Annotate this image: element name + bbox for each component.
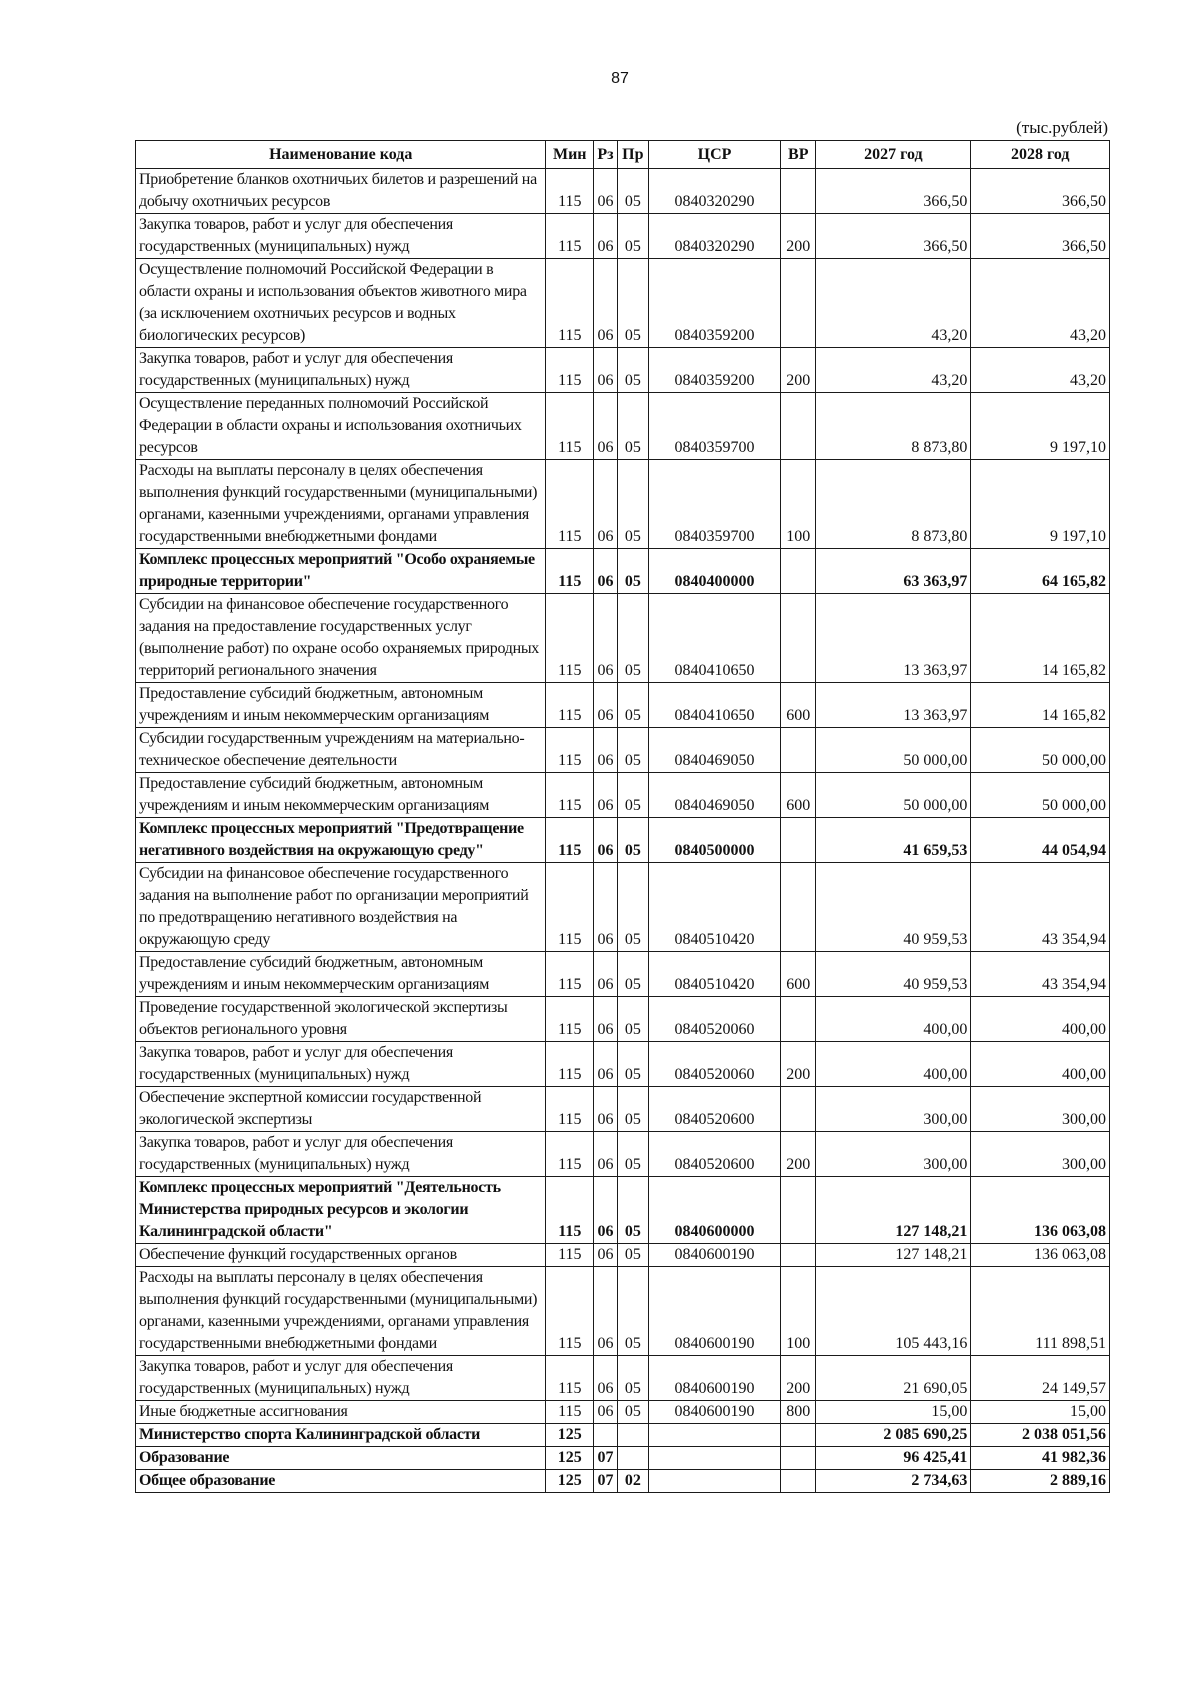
cell-pr: 05 (617, 549, 648, 594)
cell-csr (648, 1447, 780, 1470)
cell-name: Субсидии на финансовое обеспечение государственного задания на предоставление государственных услуг (выполнение работ) по охране особо охраняемых природных территорий регионального значения (136, 594, 546, 683)
cell-vr (781, 259, 816, 348)
cell-pr: 05 (617, 460, 648, 549)
cell-name: Обеспечение экспертной комиссии государственной экологической экспертизы (136, 1087, 546, 1132)
cell-2028: 43,20 (971, 348, 1110, 393)
cell-pr: 05 (617, 1177, 648, 1244)
cell-2028: 43 354,94 (971, 952, 1110, 997)
cell-vr (781, 393, 816, 460)
cell-rz: 06 (594, 259, 618, 348)
cell-pr (617, 1424, 648, 1447)
cell-rz: 06 (594, 1244, 618, 1267)
cell-pr: 05 (617, 1401, 648, 1424)
cell-rz: 06 (594, 460, 618, 549)
cell-pr: 05 (617, 863, 648, 952)
cell-pr: 05 (617, 1042, 648, 1087)
table-row (136, 1132, 1110, 1177)
cell-vr (781, 818, 816, 863)
cell-vr (781, 1087, 816, 1132)
cell-vr (781, 1244, 816, 1267)
cell-2028: 43,20 (971, 259, 1110, 348)
header-vr: ВР (781, 141, 816, 169)
table-row (136, 348, 1110, 393)
cell-csr: 0840510420 (648, 863, 780, 952)
cell-pr (617, 1447, 648, 1470)
cell-name: Предоставление субсидий бюджетным, автономным учреждениям и иным некоммерческим организациям (136, 683, 546, 728)
table-row (136, 952, 1110, 997)
cell-2027: 41 659,53 (816, 818, 971, 863)
cell-2027: 2 085 690,25 (816, 1424, 971, 1447)
cell-vr: 600 (781, 683, 816, 728)
cell-rz: 06 (594, 997, 618, 1042)
cell-2028: 64 165,82 (971, 549, 1110, 594)
cell-pr: 05 (617, 1356, 648, 1401)
cell-rz: 06 (594, 1267, 618, 1356)
cell-name: Осуществление полномочий Российской Федерации в области охраны и использования объектов животного мира (за исключением охотничьих ресурсов и водных биологических ресурсов) (136, 259, 546, 348)
cell-2028: 136 063,08 (971, 1244, 1110, 1267)
cell-vr: 200 (781, 214, 816, 259)
cell-rz: 06 (594, 728, 618, 773)
cell-rz: 06 (594, 1177, 618, 1244)
cell-2028: 2 889,16 (971, 1470, 1110, 1493)
cell-pr: 05 (617, 1132, 648, 1177)
page-number: 87 (611, 70, 629, 87)
cell-2027: 400,00 (816, 1042, 971, 1087)
cell-vr (781, 997, 816, 1042)
cell-2027: 8 873,80 (816, 393, 971, 460)
cell-2028: 136 063,08 (971, 1177, 1110, 1244)
cell-csr: 0840520060 (648, 997, 780, 1042)
cell-2028: 300,00 (971, 1132, 1110, 1177)
cell-rz: 06 (594, 1401, 618, 1424)
cell-2028: 43 354,94 (971, 863, 1110, 952)
cell-name: Общее образование (136, 1470, 546, 1493)
cell-name: Комплекс процессных мероприятий "Предотвращение негативного воздействия на окружающую среду" (136, 818, 546, 863)
cell-min: 115 (546, 1042, 594, 1087)
cell-min: 115 (546, 214, 594, 259)
cell-csr: 0840600000 (648, 1177, 780, 1244)
cell-vr: 200 (781, 1042, 816, 1087)
header-name: Наименование кода (136, 141, 546, 169)
header-rz: Рз (594, 141, 618, 169)
cell-min: 115 (546, 393, 594, 460)
cell-pr: 02 (617, 1470, 648, 1493)
cell-csr: 0840520060 (648, 1042, 780, 1087)
header-2028: 2028 год (971, 141, 1110, 169)
cell-vr: 600 (781, 773, 816, 818)
cell-pr: 05 (617, 728, 648, 773)
cell-csr (648, 1470, 780, 1493)
table-row (136, 393, 1110, 460)
table-row (136, 997, 1110, 1042)
cell-pr: 05 (617, 1267, 648, 1356)
cell-min: 115 (546, 863, 594, 952)
cell-min: 115 (546, 549, 594, 594)
cell-name: Предоставление субсидий бюджетным, автономным учреждениям и иным некоммерческим организациям (136, 773, 546, 818)
cell-rz: 06 (594, 393, 618, 460)
cell-min: 115 (546, 1267, 594, 1356)
header-csr: ЦСР (648, 141, 780, 169)
cell-pr: 05 (617, 214, 648, 259)
cell-name: Субсидии государственным учреждениям на материально-техническое обеспечение деятельности (136, 728, 546, 773)
cell-min: 115 (546, 169, 594, 214)
cell-vr (781, 549, 816, 594)
cell-rz: 06 (594, 952, 618, 997)
cell-vr: 800 (781, 1401, 816, 1424)
cell-csr: 0840510420 (648, 952, 780, 997)
cell-rz: 06 (594, 594, 618, 683)
cell-rz: 06 (594, 549, 618, 594)
table-row (136, 1424, 1110, 1447)
cell-2027: 40 959,53 (816, 952, 971, 997)
table-header-row (136, 141, 1110, 169)
cell-vr (781, 594, 816, 683)
header-2027: 2027 год (816, 141, 971, 169)
cell-min: 115 (546, 594, 594, 683)
cell-2027: 300,00 (816, 1132, 971, 1177)
cell-csr: 0840600190 (648, 1267, 780, 1356)
cell-name: Иные бюджетные ассигнования (136, 1401, 546, 1424)
cell-min: 115 (546, 728, 594, 773)
cell-csr: 0840320290 (648, 169, 780, 214)
cell-min: 115 (546, 818, 594, 863)
table-row (136, 1244, 1110, 1267)
cell-name: Расходы на выплаты персоналу в целях обеспечения выполнения функций государственными (муниципальными) органами, казенными учреждениями, органами управления государственными внебюджетными фондами (136, 1267, 546, 1356)
cell-2027: 43,20 (816, 259, 971, 348)
cell-2027: 8 873,80 (816, 460, 971, 549)
cell-2028: 2 038 051,56 (971, 1424, 1110, 1447)
cell-2027: 2 734,63 (816, 1470, 971, 1493)
cell-2028: 111 898,51 (971, 1267, 1110, 1356)
cell-csr: 0840500000 (648, 818, 780, 863)
cell-vr (781, 1470, 816, 1493)
cell-csr: 0840400000 (648, 549, 780, 594)
cell-2028: 366,50 (971, 214, 1110, 259)
cell-pr: 05 (617, 393, 648, 460)
cell-pr: 05 (617, 348, 648, 393)
cell-name: Приобретение бланков охотничьих билетов и разрешений на добычу охотничьих ресурсов (136, 169, 546, 214)
cell-2027: 43,20 (816, 348, 971, 393)
cell-csr: 0840600190 (648, 1244, 780, 1267)
cell-vr: 600 (781, 952, 816, 997)
cell-2027: 105 443,16 (816, 1267, 971, 1356)
cell-pr: 05 (617, 1087, 648, 1132)
cell-min: 125 (546, 1424, 594, 1447)
cell-2028: 366,50 (971, 169, 1110, 214)
cell-name: Предоставление субсидий бюджетным, автономным учреждениям и иным некоммерческим организациям (136, 952, 546, 997)
cell-pr: 05 (617, 952, 648, 997)
cell-pr: 05 (617, 594, 648, 683)
cell-csr: 0840359200 (648, 259, 780, 348)
cell-rz (594, 1424, 618, 1447)
cell-vr: 100 (781, 460, 816, 549)
cell-rz: 06 (594, 818, 618, 863)
cell-2027: 63 363,97 (816, 549, 971, 594)
cell-2028: 400,00 (971, 1042, 1110, 1087)
header-min: Мин (546, 141, 594, 169)
cell-min: 115 (546, 1177, 594, 1244)
cell-2027: 21 690,05 (816, 1356, 971, 1401)
cell-vr: 200 (781, 348, 816, 393)
cell-vr: 100 (781, 1267, 816, 1356)
table-row (136, 1401, 1110, 1424)
cell-name: Комплекс процессных мероприятий "Особо охраняемые природные территории" (136, 549, 546, 594)
table-row (136, 259, 1110, 348)
cell-rz: 06 (594, 169, 618, 214)
cell-2027: 50 000,00 (816, 773, 971, 818)
cell-csr: 0840359700 (648, 393, 780, 460)
table-row (136, 169, 1110, 214)
cell-min: 115 (546, 348, 594, 393)
cell-csr: 0840600190 (648, 1356, 780, 1401)
cell-min: 115 (546, 952, 594, 997)
cell-vr: 200 (781, 1132, 816, 1177)
cell-name: Комплекс процессных мероприятий "Деятельность Министерства природных ресурсов и экологии Калининградской области" (136, 1177, 546, 1244)
cell-2028: 400,00 (971, 997, 1110, 1042)
cell-name: Субсидии на финансовое обеспечение государственного задания на выполнение работ по организации мероприятий по предотвращению негативного воздействия на окружающую среду (136, 863, 546, 952)
cell-pr: 05 (617, 1244, 648, 1267)
table-row (136, 818, 1110, 863)
table-row (136, 1177, 1110, 1244)
cell-vr (781, 169, 816, 214)
cell-rz: 06 (594, 214, 618, 259)
cell-csr: 0840520600 (648, 1087, 780, 1132)
cell-csr: 0840410650 (648, 594, 780, 683)
cell-2028: 300,00 (971, 1087, 1110, 1132)
cell-name: Осуществление переданных полномочий Российской Федерации в области охраны и использования охотничьих ресурсов (136, 393, 546, 460)
cell-2027: 400,00 (816, 997, 971, 1042)
cell-name: Проведение государственной экологической экспертизы объектов регионального уровня (136, 997, 546, 1042)
cell-pr: 05 (617, 997, 648, 1042)
table-row (136, 773, 1110, 818)
table-row (136, 1470, 1110, 1493)
cell-rz: 06 (594, 863, 618, 952)
cell-2027: 15,00 (816, 1401, 971, 1424)
cell-name: Министерство спорта Калининградской области (136, 1424, 546, 1447)
cell-2028: 9 197,10 (971, 460, 1110, 549)
cell-min: 115 (546, 259, 594, 348)
cell-csr: 0840410650 (648, 683, 780, 728)
cell-min: 115 (546, 1087, 594, 1132)
cell-2027: 40 959,53 (816, 863, 971, 952)
cell-rz: 06 (594, 683, 618, 728)
cell-vr: 200 (781, 1356, 816, 1401)
cell-2028: 9 197,10 (971, 393, 1110, 460)
cell-min: 115 (546, 1401, 594, 1424)
cell-name: Закупка товаров, работ и услуг для обеспечения государственных (муниципальных) нужд (136, 214, 546, 259)
cell-pr: 05 (617, 818, 648, 863)
table-row (136, 863, 1110, 952)
cell-name: Закупка товаров, работ и услуг для обеспечения государственных (муниципальных) нужд (136, 1356, 546, 1401)
cell-name: Закупка товаров, работ и услуг для обеспечения государственных (муниципальных) нужд (136, 1042, 546, 1087)
cell-2028: 14 165,82 (971, 683, 1110, 728)
cell-2027: 366,50 (816, 214, 971, 259)
cell-csr: 0840469050 (648, 728, 780, 773)
cell-pr: 05 (617, 169, 648, 214)
cell-2028: 50 000,00 (971, 728, 1110, 773)
cell-2027: 50 000,00 (816, 728, 971, 773)
cell-pr: 05 (617, 683, 648, 728)
cell-pr: 05 (617, 259, 648, 348)
table-row (136, 214, 1110, 259)
cell-rz: 06 (594, 1042, 618, 1087)
cell-2028: 41 982,36 (971, 1447, 1110, 1470)
cell-2027: 13 363,97 (816, 683, 971, 728)
table-row (136, 460, 1110, 549)
cell-rz: 06 (594, 773, 618, 818)
cell-2027: 127 148,21 (816, 1244, 971, 1267)
table-row (136, 728, 1110, 773)
cell-csr: 0840359700 (648, 460, 780, 549)
cell-2027: 96 425,41 (816, 1447, 971, 1470)
cell-vr (781, 1177, 816, 1244)
header-pr: Пр (617, 141, 648, 169)
cell-2027: 127 148,21 (816, 1177, 971, 1244)
units-label: (тыс.рублей) (1016, 118, 1108, 137)
cell-2027: 366,50 (816, 169, 971, 214)
cell-rz: 07 (594, 1447, 618, 1470)
table-row (136, 1042, 1110, 1087)
table-row (136, 683, 1110, 728)
cell-vr (781, 863, 816, 952)
table-row (136, 1267, 1110, 1356)
cell-rz: 07 (594, 1470, 618, 1493)
cell-2028: 15,00 (971, 1401, 1110, 1424)
cell-rz: 06 (594, 1087, 618, 1132)
cell-csr (648, 1424, 780, 1447)
cell-min: 115 (546, 1244, 594, 1267)
cell-min: 125 (546, 1470, 594, 1493)
cell-min: 115 (546, 1132, 594, 1177)
cell-rz: 06 (594, 1356, 618, 1401)
cell-rz: 06 (594, 1132, 618, 1177)
cell-name: Образование (136, 1447, 546, 1470)
table-row (136, 594, 1110, 683)
cell-min: 115 (546, 997, 594, 1042)
cell-name: Закупка товаров, работ и услуг для обеспечения государственных (муниципальных) нужд (136, 348, 546, 393)
cell-2028: 44 054,94 (971, 818, 1110, 863)
cell-rz: 06 (594, 348, 618, 393)
cell-name: Расходы на выплаты персоналу в целях обеспечения выполнения функций государственными (муниципальными) органами, казенными учреждениями, органами управления государственными внебюджетными фондами (136, 460, 546, 549)
table-row (136, 1447, 1110, 1470)
cell-2027: 300,00 (816, 1087, 971, 1132)
cell-csr: 0840320290 (648, 214, 780, 259)
cell-csr: 0840520600 (648, 1132, 780, 1177)
cell-min: 115 (546, 773, 594, 818)
cell-pr: 05 (617, 773, 648, 818)
cell-csr: 0840359200 (648, 348, 780, 393)
cell-2028: 24 149,57 (971, 1356, 1110, 1401)
cell-min: 115 (546, 683, 594, 728)
table-row (136, 1087, 1110, 1132)
cell-name: Закупка товаров, работ и услуг для обеспечения государственных (муниципальных) нужд (136, 1132, 546, 1177)
cell-2028: 14 165,82 (971, 594, 1110, 683)
table-row (136, 1356, 1110, 1401)
cell-2028: 50 000,00 (971, 773, 1110, 818)
budget-table (135, 140, 1110, 1493)
cell-vr (781, 1447, 816, 1470)
cell-csr: 0840469050 (648, 773, 780, 818)
cell-min: 115 (546, 460, 594, 549)
cell-min: 115 (546, 1356, 594, 1401)
cell-csr: 0840600190 (648, 1401, 780, 1424)
cell-vr (781, 728, 816, 773)
cell-vr (781, 1424, 816, 1447)
cell-2027: 13 363,97 (816, 594, 971, 683)
table-row (136, 549, 1110, 594)
cell-name: Обеспечение функций государственных органов (136, 1244, 546, 1267)
cell-min: 125 (546, 1447, 594, 1470)
